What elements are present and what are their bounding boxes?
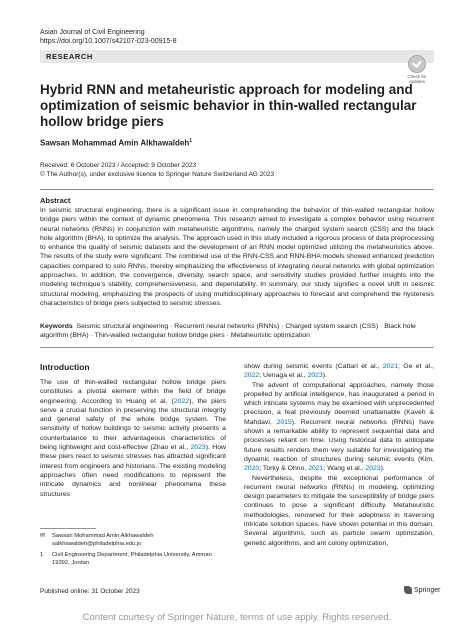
crossmark-icon (408, 55, 426, 73)
publisher-name: Springer (414, 586, 441, 594)
paragraph: show during seismic events (Cattari et al., 2021; Ge et al., 2022; Uenaga et al., 2023). (244, 363, 435, 380)
affiliation-text: Civil Engineering Department, Philadelphia University, Amman 19392, Jordan (52, 552, 212, 566)
citation-link[interactable]: 2020 (244, 465, 260, 473)
left-column (40, 378, 226, 499)
divider (40, 189, 434, 190)
affiliation (40, 552, 220, 567)
envelope-icon: ✉ (40, 533, 45, 539)
paragraph: The advent of computational approaches, namely those propelled by artificial intelligence, has inaugurated a period in which intricate systems may be examined with unprecedented precision, a feat previously deemed unattainable (Kaveh & Mahdavi, 2015). Recurrent neural networks (RNNs) have shown a remarkable ability to represent sequential data and processes reliant on time. Using historical data to anticipate future results renders them very suitable for investigating the dynamic reaction of structures during seismic events (Kim, 2020; Torky & Ohno, 2021; Wang et al., 2023). (244, 381, 435, 473)
article-title: Hybrid RNN and metaheuristic approach for modeling and optimization of seismic behavior in thin-walled rectangular hollow bridge piers (40, 82, 417, 129)
paragraph: The use of thin-walled rectangular hollow bridge piers constitutes a pivotal element within the field of bridge engineering. According to Huang et al. (2022), the piers serve a crucial function in preserving the structural integrity and general safety of the whole bridge system. The sensitivity of hollow buildings to seismic activity presents a counterbalance to their advantageous characteristics of being lightweight and cost-effective (Zhao et al., 2023). How these piers react to seismic stresses has attracted significant interest from engineers and historians. The existing modeling approaches often need modifications to represent the intricate dynamics and nonlinear phenomena these structures (40, 379, 226, 498)
affiliation-mark: 1 (40, 552, 44, 558)
citation-link[interactable]: 2015 (276, 418, 292, 426)
contact-name: Sawsan Mohammad Amin Alkhawaldeh (52, 533, 154, 539)
courtesy-watermark: Content courtesy of Springer Nature, terms of use apply. Rights reserved. (82, 612, 392, 623)
received-accepted: Received: 6 October 2023 / Accepted: 9 October 2023 (40, 162, 197, 169)
citation-link[interactable]: 2023 (307, 372, 323, 380)
springer-horse-icon (404, 586, 412, 594)
abstract-heading: Abstract (40, 196, 71, 205)
corresponding-author (40, 533, 220, 548)
check-for-updates-badge[interactable] (406, 55, 428, 84)
paragraph: Nevertheless, despite the exceptional performance of recurrent neural networks (RNNs) in modeling, optimizing design parameters to mitigate the susceptibility of bridge piers continues to pose a significant difficulty. Metaheuristic methodologies, renowned for their adeptness in traversing intricate solution spaces, have shown potential in this domain. Several algorithms, such as particle swarm optimization, genetic algorithms, and ant colony optimization, (244, 474, 434, 547)
citation-link[interactable]: 2022 (244, 372, 260, 380)
author-line (40, 138, 192, 148)
keywords (40, 322, 434, 341)
keywords-text: Seismic structural engineering · Recurrent neural networks (RNNs) · Charged system search (CSS) · Black hole algorithm (BHA) · Thin-walled rectangular hollow bridge piers · Metaheuristic optimization (40, 323, 416, 340)
journal-name: Asian Journal of Civil Engineering (40, 29, 145, 36)
footnote-divider (40, 528, 96, 529)
citation-link[interactable]: 2023 (365, 465, 381, 473)
right-column (244, 362, 434, 548)
keywords-label: Keywords (40, 323, 73, 330)
citation-link[interactable]: 2022 (173, 397, 190, 405)
section-bar (40, 50, 434, 63)
copyright-line: © The Author(s), under exclusive licence to Springer Nature Switzerland AG 2023 (40, 171, 275, 178)
introduction-heading: Introduction (40, 362, 90, 372)
doi-link[interactable]: https://doi.org/10.1007/s42107-023-00915-8 (40, 38, 177, 45)
footnotes (40, 533, 220, 571)
citation-link[interactable]: 2021 (382, 363, 399, 370)
author-name[interactable]: Sawsan Mohammad Amin Alkhawaldeh (40, 138, 190, 148)
divider (40, 347, 434, 348)
article-dates (40, 161, 274, 179)
journal-header (40, 28, 177, 46)
section-label: RESEARCH (46, 52, 93, 61)
springer-logo (404, 586, 440, 594)
abstract-text: In seismic structural engineering, there is a significant issue in comprehending the behavior of thin-walled rectangular hollow bridge piers within the context of dynamic phenomena. This research aimed to investigate a complex behavior using recurrent neural networks (RNNs) in conjunction with metaheuristic algorithms, namely the charged system search (CSS) and the black hole algorithm (BHA), to optimize the analysis. The approach used in this study included a rigorous process of data preprocessing to enhance the quality of seismic datasets and the development of an RNN model optimized utilizing the metaheuristics above. The results of the study were significant. The combined use of the RNN-CSS and RNN-BHA models showed enhanced prediction capacities compared to solo RNNs, thereby emphasizing the effectiveness of integrating neural networks with global optimization approaches. In addition, the convergence, diversity, search space, and sensitivity studies provided further insights into the modeling technique’s stability, comprehensiveness, and dependability. In summary, our study signifies a novel shift in seismic structural modeling, emphasizing the prospects of using multidisciplinary approaches to forecast and comprehend the hysteresis characteristics of bridge piers subjected to seismic stresses. (40, 207, 434, 307)
contact-email[interactable]: salkhawaldeh@philadelphia.edu.jo (52, 540, 142, 547)
check-for-updates-label: Check for updates (407, 74, 427, 84)
citation-link[interactable]: 2021 (308, 465, 324, 473)
author-affiliation-mark: 1 (189, 138, 192, 144)
published-date: Published online: 31 October 2023 (40, 588, 140, 595)
citation-link[interactable]: 2023 (190, 444, 206, 452)
